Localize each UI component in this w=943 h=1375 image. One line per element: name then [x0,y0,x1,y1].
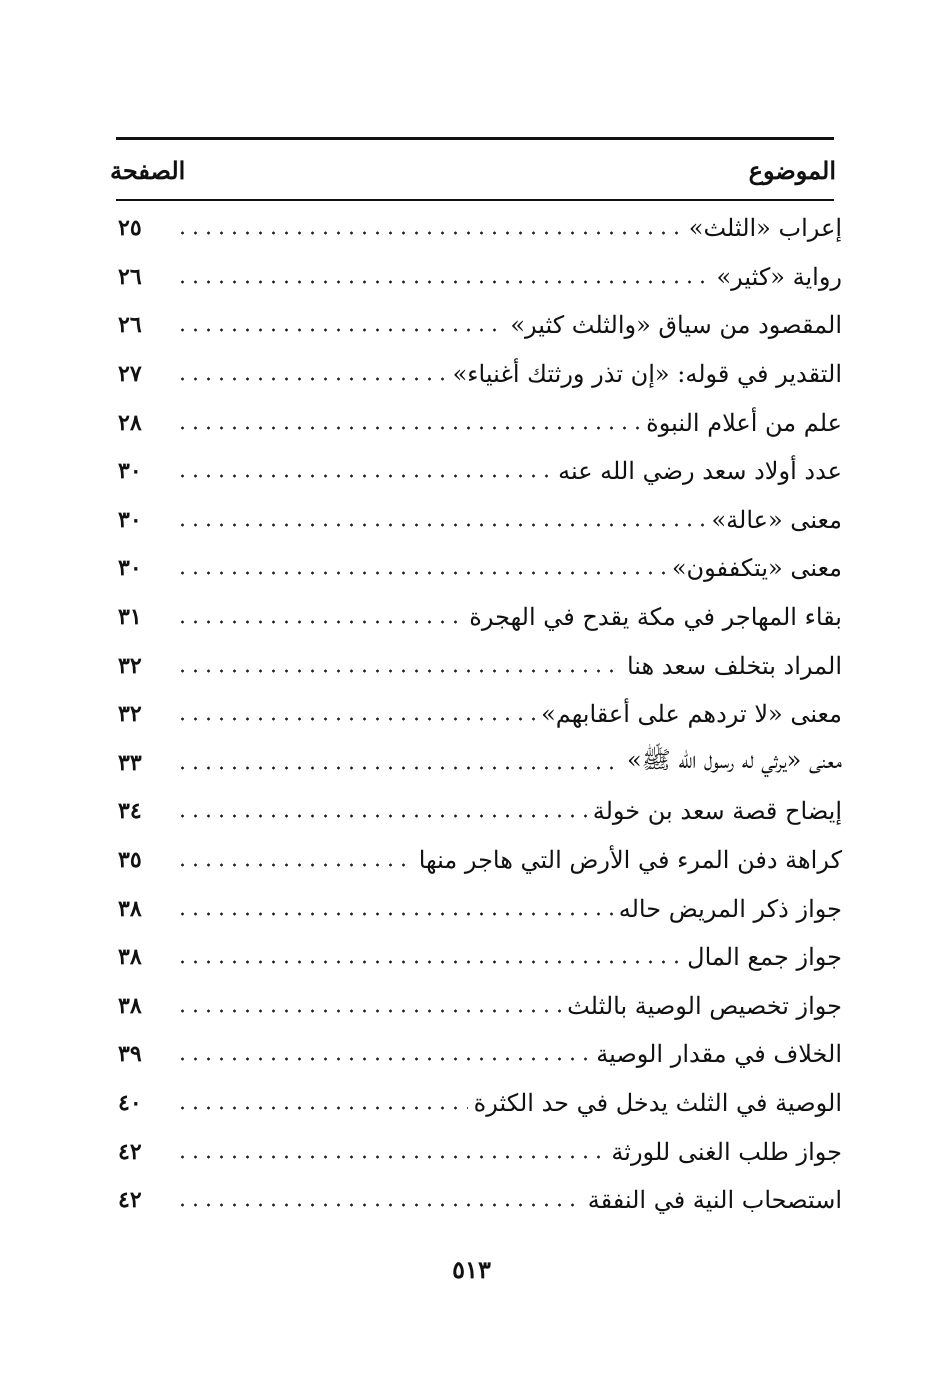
dot-leader [176,313,504,337]
toc-entry [118,641,842,690]
toc-list [118,204,842,1224]
dot-leader [176,605,463,629]
toc-entry-page-number: ٢٧ [118,361,142,388]
dot-leader [176,897,613,921]
toc-entry-topic: كراهة دفن المرء في الأرض التي هاجر منها [418,846,842,875]
dot-leader [176,994,561,1018]
toc-entry-page-number: ٣٩ [118,1041,142,1068]
toc-entry-page-number: ٣٢ [118,652,142,679]
toc-entry-page-number: ٢٥ [118,215,142,242]
toc-entry-topic: رواية «كثير» [716,262,842,291]
dot-leader [176,216,683,240]
dot-leader [176,459,552,483]
toc-entry [118,836,842,885]
toc-entry-topic: إيضاح قصة سعد بن خولة [592,797,842,826]
toc-entry-page-number: ٣٨ [118,992,142,1019]
toc-entry-topic: جواز جمع المال [687,943,842,972]
dot-leader [176,411,640,435]
toc-entry [118,787,842,836]
dot-leader [176,1188,582,1212]
toc-entry-topic: المراد بتخلف سعد هنا [626,651,842,680]
dot-leader [176,1140,605,1164]
toc-entry [118,933,842,982]
dot-leader [176,265,710,289]
toc-entry-page-number: ٤٢ [118,1138,142,1165]
dot-leader [176,556,666,580]
toc-entry-topic: بقاء المهاجر في مكة يقدح في الهجرة [469,603,842,632]
toc-entry [118,447,842,496]
toc-entry-topic: جواز ذكر المريض حاله [618,894,842,923]
toc-entry-page-number: ٣٠ [118,555,142,582]
toc-entry-topic: جواز تخصيص الوصية بالثلث [567,991,842,1020]
toc-entry-topic: المقصود من سياق «والثلث كثير» [510,311,842,340]
dot-leader [176,702,535,726]
toc-entry [118,496,842,545]
toc-entry-page-number: ٣٤ [118,798,142,825]
toc-entry-page-number: ٢٦ [118,312,142,339]
dot-leader [176,799,587,823]
toc-header [110,148,836,192]
page-column-label: الصفحة [110,155,186,185]
toc-entry-topic: التقدير في قوله: «إن تذر ورثتك أغنياء» [452,360,842,389]
toc-entry [118,253,842,302]
toc-entry-page-number: ٣٠ [118,506,142,533]
toc-entry-page-number: ٣٨ [118,895,142,922]
toc-entry [118,884,842,933]
toc-entry [118,1030,842,1079]
toc-entry-topic: معنى «لا تردهم على أعقابهم» [541,700,842,729]
toc-entry [118,1079,842,1128]
toc-entry-page-number: ٤٠ [118,1089,142,1116]
toc-entry-topic: معنى «يرثي له رسول الله ﷺ» [627,746,842,775]
toc-entry [118,593,842,642]
toc-entry-page-number: ٣١ [118,604,142,631]
toc-entry-page-number: ٣٢ [118,701,142,728]
toc-entry-page-number: ٣٣ [118,749,142,776]
dot-leader [176,654,621,678]
toc-entry-topic: الخلاف في مقدار الوصية [596,1040,842,1069]
toc-entry-topic: الوصية في الثلث يدخل في حد الكثرة [473,1088,842,1117]
dot-leader [176,848,413,872]
toc-entry-topic: إعراب «الثلث» [688,214,842,243]
toc-entry-page-number: ٤٢ [118,1187,142,1214]
toc-entry [118,1127,842,1176]
toc-entry-topic: استصحاب النية في النفقة [587,1186,842,1215]
toc-entry-topic: عدد أولاد سعد رضي الله عنه [558,457,842,486]
toc-entry-page-number: ٢٨ [118,409,142,436]
dot-leader [176,1091,468,1115]
toc-entry [118,350,842,399]
toc-entry [118,398,842,447]
toc-entry [118,1176,842,1225]
toc-entry-topic: معنى «عالة» [711,505,842,534]
toc-entry [118,739,842,788]
dot-leader [176,945,681,969]
toc-entry-page-number: ٣٠ [118,458,142,485]
dot-leader [176,1042,590,1066]
toc-entry-page-number: ٣٨ [118,944,142,971]
header-top-rule [116,137,834,140]
dot-leader [176,508,706,532]
toc-entry-topic: معنى «يتكففون» [671,554,842,583]
toc-entry-topic: علم من أعلام النبوة [646,408,842,437]
toc-entry [118,690,842,739]
header-bottom-rule [116,199,834,201]
dot-leader [176,362,447,386]
toc-entry [118,301,842,350]
dot-leader [176,751,621,775]
toc-entry-page-number: ٣٥ [118,847,142,874]
toc-entry [118,204,842,253]
toc-entry-page-number: ٢٦ [118,263,142,290]
toc-entry [118,982,842,1031]
topic-column-label: الموضوع [748,155,836,185]
page-number: ٥١٣ [452,1255,491,1284]
toc-entry [118,544,842,593]
toc-entry-topic: جواز طلب الغنى للورثة [611,1137,842,1166]
